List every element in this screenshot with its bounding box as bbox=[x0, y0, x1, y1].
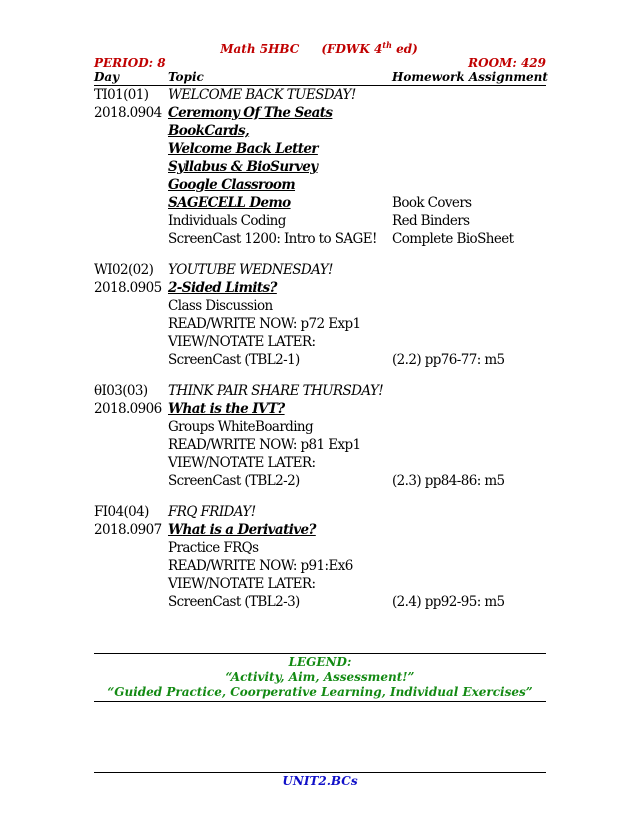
schedule-row bbox=[94, 86, 554, 104]
schedule-row bbox=[94, 230, 554, 248]
schedule-row bbox=[94, 315, 554, 333]
topic-cell bbox=[168, 521, 392, 539]
homework-cell bbox=[392, 194, 554, 212]
homework-cell bbox=[392, 503, 554, 521]
day-cell-text: TI01(01) bbox=[94, 87, 149, 103]
topic-cell bbox=[168, 86, 392, 104]
topic-cell bbox=[168, 315, 392, 333]
day-cell bbox=[94, 86, 168, 104]
topic-cell bbox=[168, 158, 392, 176]
homework-cell bbox=[392, 418, 554, 436]
homework-cell bbox=[392, 86, 554, 104]
topic-cell-text: READ/WRITE NOW: p81 Exp1 bbox=[168, 437, 361, 453]
homework-cell-text: Book Covers bbox=[392, 195, 472, 211]
day-cell bbox=[94, 261, 168, 279]
column-header-homework: Homework Assignment bbox=[392, 70, 548, 84]
topic-cell bbox=[168, 436, 392, 454]
topic-cell-text: ScreenCast (TBL2-2) bbox=[168, 473, 300, 489]
topic-cell-text: YOUTUBE WEDNESDAY! bbox=[168, 262, 333, 278]
day-cell bbox=[94, 557, 168, 575]
day-separator bbox=[94, 248, 554, 261]
topic-cell bbox=[168, 503, 392, 521]
topic-cell-text: What is a Derivative? bbox=[168, 522, 316, 538]
homework-cell-text: Red Binders bbox=[392, 213, 470, 229]
footer-divider bbox=[94, 772, 546, 773]
day-cell bbox=[94, 104, 168, 122]
day-cell bbox=[94, 230, 168, 248]
day-cell bbox=[94, 575, 168, 593]
day-cell-text: 2018.0905 bbox=[94, 280, 162, 296]
topic-cell-text: ScreenCast 1200: Intro to SAGE! bbox=[168, 231, 377, 247]
day-cell bbox=[94, 351, 168, 369]
unit-label: UNIT2.BCs bbox=[282, 774, 358, 788]
schedule-row bbox=[94, 122, 554, 140]
day-cell bbox=[94, 333, 168, 351]
schedule-row bbox=[94, 194, 554, 212]
day-cell-text: θI03(03) bbox=[94, 383, 148, 399]
day-cell bbox=[94, 418, 168, 436]
homework-cell bbox=[392, 212, 554, 230]
topic-cell-text: VIEW/NOTATE LATER: bbox=[168, 455, 316, 471]
topic-cell bbox=[168, 418, 392, 436]
topic-cell bbox=[168, 176, 392, 194]
homework-cell bbox=[392, 230, 554, 248]
homework-cell-text: (2.3) pp84-86: m5 bbox=[392, 473, 505, 489]
schedule-row bbox=[94, 418, 554, 436]
homework-cell bbox=[392, 333, 554, 351]
homework-cell bbox=[392, 521, 554, 539]
day-separator bbox=[94, 369, 554, 382]
legend-line-1: “Activity, Aim, Assessment!” bbox=[225, 670, 415, 684]
day-cell-text: 2018.0906 bbox=[94, 401, 162, 417]
schedule-row bbox=[94, 454, 554, 472]
day-cell bbox=[94, 593, 168, 611]
topic-cell-text: SAGECELL Demo bbox=[168, 195, 291, 211]
day-cell bbox=[94, 212, 168, 230]
schedule-row bbox=[94, 176, 554, 194]
legend-title: LEGEND: bbox=[288, 655, 352, 669]
schedule-row bbox=[94, 382, 554, 400]
homework-cell bbox=[392, 104, 554, 122]
homework-cell bbox=[392, 261, 554, 279]
homework-cell bbox=[392, 140, 554, 158]
homework-cell bbox=[392, 297, 554, 315]
schedule-row bbox=[94, 279, 554, 297]
course-name: Math 5HBC bbox=[220, 42, 300, 56]
homework-cell bbox=[392, 158, 554, 176]
day-cell bbox=[94, 436, 168, 454]
topic-cell-text: Practice FRQs bbox=[168, 540, 259, 556]
topic-cell-text: READ/WRITE NOW: p72 Exp1 bbox=[168, 316, 361, 332]
topic-cell-text: FRQ FRIDAY! bbox=[168, 504, 256, 520]
topic-cell-text: VIEW/NOTATE LATER: bbox=[168, 576, 316, 592]
schedule-row bbox=[94, 261, 554, 279]
day-cell bbox=[94, 140, 168, 158]
topic-cell bbox=[168, 279, 392, 297]
topic-cell-text: WELCOME BACK TUESDAY! bbox=[168, 87, 356, 103]
day-cell-text: 2018.0904 bbox=[94, 105, 162, 121]
schedule-row bbox=[94, 436, 554, 454]
homework-cell bbox=[392, 539, 554, 557]
day-cell bbox=[94, 194, 168, 212]
schedule-row bbox=[94, 472, 554, 490]
schedule-row bbox=[94, 297, 554, 315]
homework-cell-text: (2.2) pp76-77: m5 bbox=[392, 352, 505, 368]
period-label: PERIOD: 8 bbox=[94, 56, 166, 70]
day-cell bbox=[94, 454, 168, 472]
schedule-row bbox=[94, 503, 554, 521]
day-cell bbox=[94, 539, 168, 557]
schedule-table bbox=[94, 86, 554, 611]
topic-cell bbox=[168, 593, 392, 611]
schedule-row bbox=[94, 400, 554, 418]
schedule-row bbox=[94, 539, 554, 557]
topic-cell-text: Syllabus & BioSurvey bbox=[168, 159, 318, 175]
topic-cell bbox=[168, 333, 392, 351]
day-cell bbox=[94, 382, 168, 400]
edition-superscript: th bbox=[382, 40, 392, 50]
day-cell bbox=[94, 176, 168, 194]
schedule-row bbox=[94, 104, 554, 122]
legend-divider-bottom bbox=[94, 701, 546, 702]
topic-cell bbox=[168, 212, 392, 230]
topic-cell bbox=[168, 122, 392, 140]
topic-cell bbox=[168, 351, 392, 369]
topic-cell-text: ScreenCast (TBL2-3) bbox=[168, 594, 300, 610]
day-cell-text: FI04(04) bbox=[94, 504, 149, 520]
topic-cell-text: BookCards, bbox=[168, 123, 250, 139]
legend-line-2: “Guided Practice, Coorperative Learning, Individual Exercises” bbox=[107, 685, 533, 699]
topic-cell-text: 2-Sided Limits? bbox=[168, 280, 277, 296]
homework-cell bbox=[392, 176, 554, 194]
topic-cell bbox=[168, 575, 392, 593]
schedule-row bbox=[94, 593, 554, 611]
schedule-row bbox=[94, 575, 554, 593]
topic-cell-text: Groups WhiteBoarding bbox=[168, 419, 314, 435]
day-cell-text: WI02(02) bbox=[94, 262, 154, 278]
homework-cell bbox=[392, 315, 554, 333]
topic-cell-text: Google Classroom bbox=[168, 177, 296, 193]
day-cell bbox=[94, 315, 168, 333]
topic-cell bbox=[168, 454, 392, 472]
homework-cell-text: (2.4) pp92-95: m5 bbox=[392, 594, 505, 610]
schedule-row bbox=[94, 521, 554, 539]
schedule-row bbox=[94, 333, 554, 351]
day-cell bbox=[94, 521, 168, 539]
topic-cell bbox=[168, 230, 392, 248]
column-header-day: Day bbox=[94, 70, 120, 84]
homework-cell bbox=[392, 454, 554, 472]
course-title bbox=[0, 40, 638, 56]
homework-cell bbox=[392, 593, 554, 611]
schedule-row bbox=[94, 140, 554, 158]
edition-prefix: (FDWK 4 bbox=[321, 42, 383, 56]
topic-cell bbox=[168, 472, 392, 490]
day-cell-text: 2018.0907 bbox=[94, 522, 162, 538]
topic-cell bbox=[168, 104, 392, 122]
day-cell bbox=[94, 279, 168, 297]
homework-cell bbox=[392, 436, 554, 454]
topic-cell bbox=[168, 194, 392, 212]
topic-cell-text: Welcome Back Letter bbox=[168, 141, 318, 157]
topic-cell-text: READ/WRITE NOW: p91:Ex6 bbox=[168, 558, 353, 574]
schedule-row bbox=[94, 212, 554, 230]
day-separator bbox=[94, 490, 554, 503]
homework-cell-text: Complete BioSheet bbox=[392, 231, 514, 247]
room-label: ROOM: 429 bbox=[468, 56, 546, 70]
topic-cell-text: VIEW/NOTATE LATER: bbox=[168, 334, 316, 350]
homework-cell bbox=[392, 472, 554, 490]
topic-cell bbox=[168, 140, 392, 158]
day-cell bbox=[94, 122, 168, 140]
topic-cell bbox=[168, 557, 392, 575]
topic-cell bbox=[168, 297, 392, 315]
day-cell bbox=[94, 297, 168, 315]
topic-cell bbox=[168, 261, 392, 279]
day-cell bbox=[94, 472, 168, 490]
topic-cell-text: Ceremony Of The Seats bbox=[168, 105, 333, 121]
topic-cell-text: What is the IVT? bbox=[168, 401, 285, 417]
topic-cell bbox=[168, 539, 392, 557]
homework-cell bbox=[392, 400, 554, 418]
homework-cell bbox=[392, 122, 554, 140]
schedule-row bbox=[94, 158, 554, 176]
schedule-row bbox=[94, 557, 554, 575]
homework-cell bbox=[392, 279, 554, 297]
day-cell bbox=[94, 400, 168, 418]
homework-cell bbox=[392, 382, 554, 400]
column-header-topic: Topic bbox=[168, 70, 204, 84]
day-cell bbox=[94, 503, 168, 521]
topic-cell-text: Individuals Coding bbox=[168, 213, 286, 229]
topic-cell bbox=[168, 382, 392, 400]
legend-divider-top bbox=[94, 653, 546, 654]
topic-cell-text: Class Discussion bbox=[168, 298, 273, 314]
schedule-row bbox=[94, 351, 554, 369]
topic-cell-text: ScreenCast (TBL2-1) bbox=[168, 352, 300, 368]
homework-cell bbox=[392, 575, 554, 593]
homework-cell bbox=[392, 557, 554, 575]
day-cell bbox=[94, 158, 168, 176]
homework-cell bbox=[392, 351, 554, 369]
topic-cell-text: THINK PAIR SHARE THURSDAY! bbox=[168, 383, 384, 399]
edition-suffix: ed) bbox=[391, 42, 418, 56]
topic-cell bbox=[168, 400, 392, 418]
